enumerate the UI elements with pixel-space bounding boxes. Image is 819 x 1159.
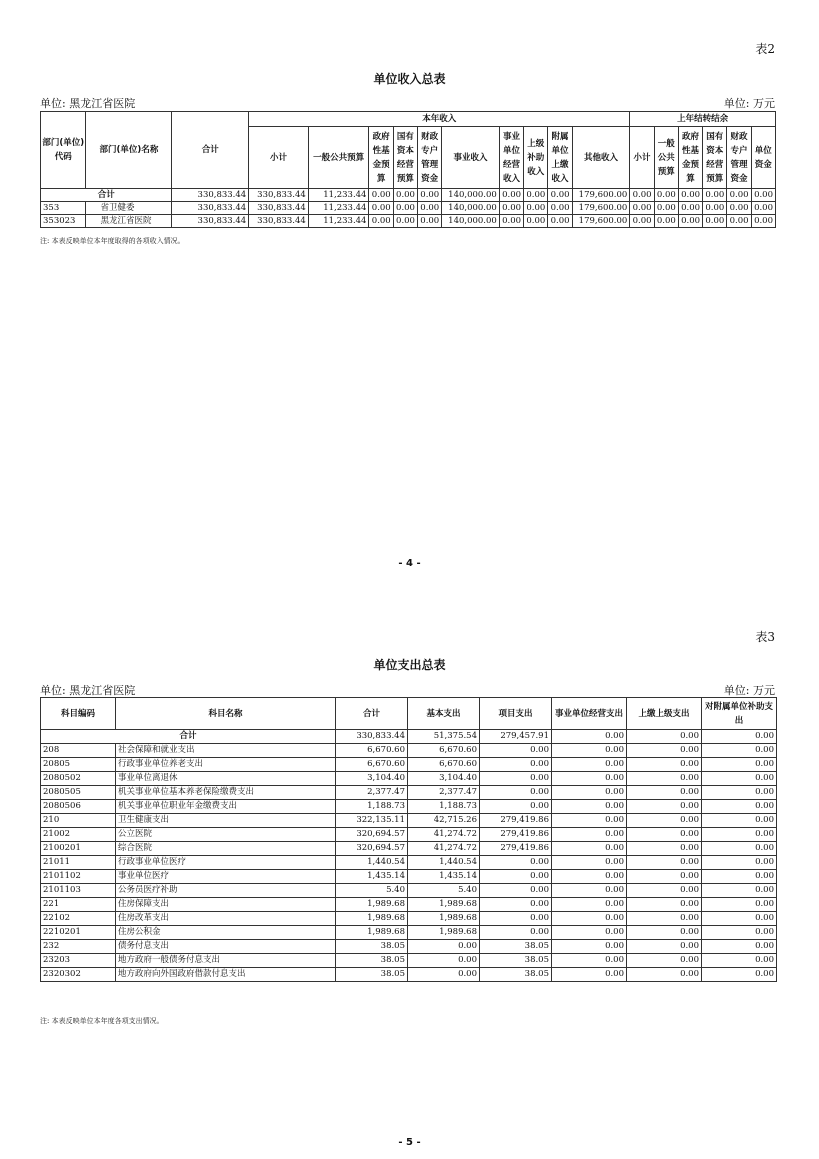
expenditure-value-cell: 1,989.68 — [336, 912, 408, 926]
expenditure-table-row — [41, 968, 777, 982]
income-table-title: 单位收入总表 — [373, 72, 446, 86]
income-value-cell: 140,000.00 — [442, 202, 500, 215]
expenditure-header-cell: 合计 — [336, 698, 408, 730]
expenditure-subject-name: 社会保障和就业支出 — [116, 744, 336, 758]
expenditure-value-cell: 322,135.11 — [336, 814, 408, 828]
expenditure-value-cell: 1,440.54 — [336, 856, 408, 870]
expenditure-value-cell: 0.00 — [702, 968, 777, 982]
page-number-5: - 5 - — [398, 1137, 421, 1148]
expenditure-table-row — [41, 926, 777, 940]
income-value-cell: 0.00 — [678, 215, 702, 228]
income-value-cell: 179,600.00 — [572, 202, 630, 215]
expenditure-value-cell: 279,419.86 — [480, 842, 552, 856]
expenditure-value-cell: 3,104.40 — [336, 772, 408, 786]
expenditure-header-row — [41, 698, 777, 730]
table-number-2: 表2 — [755, 42, 775, 56]
header-total: 合计 — [172, 112, 249, 189]
expenditure-table-row — [41, 870, 777, 884]
expenditure-table-row — [41, 940, 777, 954]
expenditure-value-cell: 38.05 — [336, 968, 408, 982]
income-value-cell: 0.00 — [751, 215, 775, 228]
header-business-op: 事业单位经营收入 — [499, 127, 523, 189]
header-gov-fund: 政府性基金预算 — [369, 127, 393, 189]
expenditure-value-cell: 0.00 — [480, 758, 552, 772]
expenditure-value-cell: 0.00 — [552, 912, 627, 926]
header-other-income: 其他收入 — [572, 127, 630, 189]
expenditure-subject-code: 23203 — [41, 954, 116, 968]
header-fiscal-special: 财政专户管理资金 — [417, 127, 441, 189]
income-value-cell: 0.00 — [369, 202, 393, 215]
header-prev-fiscal-special: 财政专户管理资金 — [727, 127, 751, 189]
income-value-cell: 0.00 — [548, 202, 572, 215]
income-table-row — [41, 215, 776, 228]
expenditure-value-cell: 330,833.44 — [336, 730, 408, 744]
expenditure-value-cell: 0.00 — [627, 968, 702, 982]
header-prev-general: 一般公共预算 — [654, 127, 678, 189]
income-value-cell: 0.00 — [524, 215, 548, 228]
expenditure-value-cell: 1,435.14 — [336, 870, 408, 884]
income-value-cell: 0.00 — [630, 215, 654, 228]
expenditure-subject-code: 2210201 — [41, 926, 116, 940]
expenditure-value-cell: 0.00 — [552, 800, 627, 814]
income-value-cell: 0.00 — [654, 189, 678, 202]
income-dept-name: 黑龙江省医院 — [86, 215, 172, 228]
page-number-4: - 4 - — [398, 558, 421, 569]
expenditure-subject-name: 住房改革支出 — [116, 912, 336, 926]
expenditure-value-cell: 0.00 — [627, 828, 702, 842]
income-value-cell: 0.00 — [499, 189, 523, 202]
income-table-note: 注: 本表反映单位本年度取得的各项收入情况。 — [40, 237, 185, 245]
header-state-capital: 国有资本经营预算 — [393, 127, 417, 189]
income-value-cell: 0.00 — [499, 215, 523, 228]
expenditure-subject-code: 2320302 — [41, 968, 116, 982]
expenditure-value-cell: 1,188.73 — [408, 800, 480, 814]
expenditure-table-note: 注: 本表反映单位本年度各项支出情况。 — [40, 1017, 164, 1025]
expenditure-value-cell: 0.00 — [702, 926, 777, 940]
expenditure-value-cell: 1,989.68 — [336, 898, 408, 912]
income-value-cell: 0.00 — [417, 215, 441, 228]
expenditure-subject-name: 住房保障支出 — [116, 898, 336, 912]
expenditure-value-cell: 0.00 — [408, 940, 480, 954]
header-superior-subsidy: 上级补助收入 — [524, 127, 548, 189]
income-summary-table — [40, 111, 776, 228]
income-value-cell: 0.00 — [727, 189, 751, 202]
income-dept-code: 353023 — [41, 215, 86, 228]
expenditure-value-cell: 0.00 — [552, 828, 627, 842]
expenditure-value-cell: 0.00 — [627, 926, 702, 940]
expenditure-subject-code: 2080506 — [41, 800, 116, 814]
income-value-cell: 330,833.44 — [172, 215, 249, 228]
income-value-cell: 330,833.44 — [172, 189, 249, 202]
expenditure-value-cell: 0.00 — [480, 800, 552, 814]
expenditure-table-row — [41, 814, 777, 828]
expenditure-value-cell: 5.40 — [408, 884, 480, 898]
header-dept-code: 部门(单位)代码 — [41, 112, 86, 189]
expenditure-header-cell: 对附属单位补助支出 — [702, 698, 777, 730]
expenditure-value-cell: 0.00 — [552, 814, 627, 828]
expenditure-table-row — [41, 884, 777, 898]
income-value-cell: 0.00 — [703, 215, 727, 228]
expenditure-value-cell: 0.00 — [627, 744, 702, 758]
income-value-cell: 0.00 — [630, 189, 654, 202]
expenditure-value-cell: 0.00 — [480, 772, 552, 786]
header-prev-subtotal: 小计 — [630, 127, 654, 189]
expenditure-subject-name: 公务员医疗补助 — [116, 884, 336, 898]
expenditure-unit-name: 单位: 黑龙江省医院 — [40, 684, 136, 697]
income-value-cell: 0.00 — [499, 202, 523, 215]
expenditure-value-cell: 0.00 — [627, 758, 702, 772]
expenditure-value-cell: 2,377.47 — [408, 786, 480, 800]
expenditure-value-cell: 0.00 — [702, 814, 777, 828]
expenditure-subject-code: 221 — [41, 898, 116, 912]
expenditure-value-cell: 0.00 — [702, 912, 777, 926]
header-dept-name: 部门(单位)名称 — [86, 112, 172, 189]
expenditure-value-cell: 0.00 — [480, 898, 552, 912]
expenditure-header-cell: 科目编码 — [41, 698, 116, 730]
expenditure-value-cell: 0.00 — [552, 954, 627, 968]
expenditure-subject-code: 2101102 — [41, 870, 116, 884]
expenditure-subject-code: 210 — [41, 814, 116, 828]
expenditure-subject-name: 行政事业单位医疗 — [116, 856, 336, 870]
income-dept-name: 省卫健委 — [86, 202, 172, 215]
income-dept-code: 353 — [41, 202, 86, 215]
income-value-cell: 330,833.44 — [249, 189, 309, 202]
expenditure-value-cell: 6,670.60 — [408, 744, 480, 758]
expenditure-value-cell: 0.00 — [702, 786, 777, 800]
expenditure-table-row — [41, 828, 777, 842]
expenditure-value-cell: 0.00 — [702, 870, 777, 884]
expenditure-subject-name: 公立医院 — [116, 828, 336, 842]
expenditure-value-cell: 6,670.60 — [408, 758, 480, 772]
expenditure-value-cell: 0.00 — [552, 744, 627, 758]
expenditure-subject-code: 21011 — [41, 856, 116, 870]
expenditure-value-cell: 0.00 — [552, 758, 627, 772]
expenditure-total-label: 合计 — [41, 730, 336, 744]
expenditure-value-cell: 0.00 — [702, 744, 777, 758]
expenditure-value-cell: 0.00 — [480, 744, 552, 758]
header-current-year-income: 本年收入 — [249, 112, 630, 127]
expenditure-value-cell: 0.00 — [702, 884, 777, 898]
income-value-cell: 0.00 — [654, 202, 678, 215]
income-table-row — [41, 189, 776, 202]
expenditure-value-cell: 0.00 — [627, 786, 702, 800]
expenditure-subject-code: 2100201 — [41, 842, 116, 856]
expenditure-value-cell: 1,989.68 — [336, 926, 408, 940]
expenditure-value-cell: 1,989.68 — [408, 912, 480, 926]
expenditure-value-cell: 0.00 — [552, 884, 627, 898]
expenditure-value-cell: 0.00 — [480, 870, 552, 884]
expenditure-value-cell: 0.00 — [702, 828, 777, 842]
expenditure-subject-name: 事业单位离退休 — [116, 772, 336, 786]
expenditure-table-row — [41, 730, 777, 744]
income-value-cell: 0.00 — [369, 189, 393, 202]
income-value-cell: 0.00 — [678, 189, 702, 202]
expenditure-value-cell: 0.00 — [627, 842, 702, 856]
expenditure-subject-name: 卫生健康支出 — [116, 814, 336, 828]
expenditure-value-cell: 279,419.86 — [480, 828, 552, 842]
expenditure-value-cell: 0.00 — [702, 800, 777, 814]
header-prev-gov-fund: 政府性基金预算 — [678, 127, 702, 189]
expenditure-subject-code: 232 — [41, 940, 116, 954]
expenditure-value-cell: 0.00 — [480, 856, 552, 870]
income-value-cell: 0.00 — [393, 215, 417, 228]
income-value-cell: 0.00 — [417, 202, 441, 215]
expenditure-value-cell: 38.05 — [480, 940, 552, 954]
expenditure-subject-code: 20805 — [41, 758, 116, 772]
income-value-cell: 140,000.00 — [442, 189, 500, 202]
income-currency-unit: 单位: 万元 — [723, 97, 775, 110]
expenditure-value-cell: 0.00 — [480, 786, 552, 800]
expenditure-value-cell: 0.00 — [702, 842, 777, 856]
income-value-cell: 11,233.44 — [308, 202, 369, 215]
expenditure-header-cell: 基本支出 — [408, 698, 480, 730]
header-unit-fund: 单位资金 — [751, 127, 775, 189]
expenditure-value-cell: 0.00 — [552, 786, 627, 800]
income-value-cell: 179,600.00 — [572, 215, 630, 228]
expenditure-subject-name: 行政事业单位养老支出 — [116, 758, 336, 772]
expenditure-subject-code: 21002 — [41, 828, 116, 842]
income-value-cell: 0.00 — [524, 202, 548, 215]
income-header-row-1 — [41, 112, 776, 127]
expenditure-value-cell: 6,670.60 — [336, 744, 408, 758]
expenditure-value-cell: 0.00 — [552, 842, 627, 856]
expenditure-value-cell: 38.05 — [336, 940, 408, 954]
expenditure-value-cell: 5.40 — [336, 884, 408, 898]
income-unit-name: 单位: 黑龙江省医院 — [40, 97, 136, 110]
expenditure-value-cell: 0.00 — [627, 730, 702, 744]
expenditure-value-cell: 0.00 — [552, 856, 627, 870]
header-general-budget: 一般公共预算 — [308, 127, 369, 189]
expenditure-value-cell: 0.00 — [627, 870, 702, 884]
expenditure-value-cell: 0.00 — [408, 954, 480, 968]
income-value-cell: 0.00 — [393, 202, 417, 215]
expenditure-table-row — [41, 800, 777, 814]
expenditure-subject-code: 208 — [41, 744, 116, 758]
income-value-cell: 0.00 — [630, 202, 654, 215]
income-value-cell: 0.00 — [727, 215, 751, 228]
income-value-cell: 0.00 — [524, 189, 548, 202]
expenditure-value-cell: 0.00 — [552, 898, 627, 912]
expenditure-table-row — [41, 786, 777, 800]
expenditure-value-cell: 1,989.68 — [408, 926, 480, 940]
expenditure-value-cell: 38.05 — [480, 954, 552, 968]
expenditure-value-cell: 6,670.60 — [336, 758, 408, 772]
expenditure-subject-name: 地方政府一般债务付息支出 — [116, 954, 336, 968]
income-value-cell: 0.00 — [678, 202, 702, 215]
expenditure-value-cell: 0.00 — [627, 884, 702, 898]
expenditure-value-cell: 0.00 — [702, 954, 777, 968]
income-table-row — [41, 202, 776, 215]
expenditure-table-row — [41, 744, 777, 758]
expenditure-value-cell: 38.05 — [336, 954, 408, 968]
expenditure-table-title: 单位支出总表 — [373, 658, 446, 672]
expenditure-value-cell: 0.00 — [480, 884, 552, 898]
income-value-cell: 0.00 — [751, 202, 775, 215]
header-subtotal: 小计 — [249, 127, 309, 189]
expenditure-value-cell: 1,989.68 — [408, 898, 480, 912]
expenditure-value-cell: 0.00 — [552, 730, 627, 744]
expenditure-value-cell: 0.00 — [702, 730, 777, 744]
income-value-cell: 330,833.44 — [249, 202, 309, 215]
expenditure-table-row — [41, 898, 777, 912]
header-business-income: 事业收入 — [442, 127, 500, 189]
expenditure-value-cell: 0.00 — [702, 856, 777, 870]
expenditure-value-cell: 51,375.54 — [408, 730, 480, 744]
expenditure-subject-name: 地方政府向外国政府借款付息支出 — [116, 968, 336, 982]
income-value-cell: 0.00 — [548, 189, 572, 202]
expenditure-value-cell: 0.00 — [408, 968, 480, 982]
expenditure-value-cell: 41,274.72 — [408, 828, 480, 842]
expenditure-summary-table — [40, 697, 777, 982]
income-value-cell: 330,833.44 — [249, 215, 309, 228]
expenditure-value-cell: 41,274.72 — [408, 842, 480, 856]
income-value-cell: 140,000.00 — [442, 215, 500, 228]
expenditure-header-cell: 项目支出 — [480, 698, 552, 730]
expenditure-value-cell: 3,104.40 — [408, 772, 480, 786]
expenditure-value-cell: 0.00 — [702, 940, 777, 954]
expenditure-header-cell: 上缴上级支出 — [627, 698, 702, 730]
header-affiliated: 附属单位上缴收入 — [548, 127, 572, 189]
expenditure-value-cell: 0.00 — [627, 954, 702, 968]
income-value-cell: 0.00 — [548, 215, 572, 228]
income-value-cell: 0.00 — [751, 189, 775, 202]
expenditure-table-row — [41, 758, 777, 772]
expenditure-subject-name: 债务付息支出 — [116, 940, 336, 954]
expenditure-subject-code: 22102 — [41, 912, 116, 926]
income-value-cell: 0.00 — [393, 189, 417, 202]
income-value-cell: 0.00 — [703, 202, 727, 215]
expenditure-value-cell: 0.00 — [552, 940, 627, 954]
expenditure-value-cell: 0.00 — [627, 898, 702, 912]
expenditure-value-cell: 279,419.86 — [480, 814, 552, 828]
expenditure-value-cell: 1,435.14 — [408, 870, 480, 884]
expenditure-value-cell: 38.05 — [480, 968, 552, 982]
expenditure-subject-code: 2080505 — [41, 786, 116, 800]
header-prev-year-carryover: 上年结转结余 — [630, 112, 776, 127]
income-value-cell: 11,233.44 — [308, 215, 369, 228]
income-value-cell: 0.00 — [654, 215, 678, 228]
expenditure-value-cell: 1,440.54 — [408, 856, 480, 870]
expenditure-value-cell: 320,694.57 — [336, 842, 408, 856]
expenditure-value-cell: 0.00 — [627, 814, 702, 828]
expenditure-value-cell: 0.00 — [702, 758, 777, 772]
expenditure-value-cell: 0.00 — [480, 926, 552, 940]
expenditure-subject-code: 2080502 — [41, 772, 116, 786]
expenditure-table-row — [41, 772, 777, 786]
expenditure-table-row — [41, 954, 777, 968]
expenditure-value-cell: 279,457.91 — [480, 730, 552, 744]
expenditure-value-cell: 0.00 — [552, 926, 627, 940]
expenditure-subject-name: 事业单位医疗 — [116, 870, 336, 884]
expenditure-value-cell: 0.00 — [627, 772, 702, 786]
expenditure-currency-unit: 单位: 万元 — [723, 684, 775, 697]
expenditure-value-cell: 0.00 — [480, 912, 552, 926]
expenditure-value-cell: 0.00 — [627, 856, 702, 870]
table-number-3: 表3 — [755, 630, 775, 644]
expenditure-table-row — [41, 842, 777, 856]
expenditure-value-cell: 0.00 — [627, 912, 702, 926]
expenditure-table-row — [41, 912, 777, 926]
expenditure-table-row — [41, 856, 777, 870]
expenditure-subject-name: 住房公积金 — [116, 926, 336, 940]
income-value-cell: 0.00 — [703, 189, 727, 202]
expenditure-value-cell: 320,694.57 — [336, 828, 408, 842]
income-value-cell: 0.00 — [727, 202, 751, 215]
expenditure-value-cell: 2,377.47 — [336, 786, 408, 800]
expenditure-value-cell: 0.00 — [627, 800, 702, 814]
expenditure-subject-name: 机关事业单位基本养老保险缴费支出 — [116, 786, 336, 800]
expenditure-subject-name: 综合医院 — [116, 842, 336, 856]
income-value-cell: 179,600.00 — [572, 189, 630, 202]
expenditure-subject-code: 2101103 — [41, 884, 116, 898]
expenditure-header-cell: 科目名称 — [116, 698, 336, 730]
income-value-cell: 0.00 — [369, 215, 393, 228]
expenditure-value-cell: 1,188.73 — [336, 800, 408, 814]
expenditure-value-cell: 0.00 — [552, 968, 627, 982]
income-value-cell: 330,833.44 — [172, 202, 249, 215]
income-total-label: 合计 — [41, 189, 172, 202]
expenditure-subject-name: 机关事业单位职业年金缴费支出 — [116, 800, 336, 814]
expenditure-value-cell: 42,715.26 — [408, 814, 480, 828]
expenditure-header-cell: 事业单位经营支出 — [552, 698, 627, 730]
expenditure-value-cell: 0.00 — [552, 870, 627, 884]
expenditure-value-cell: 0.00 — [552, 772, 627, 786]
income-value-cell: 0.00 — [417, 189, 441, 202]
expenditure-value-cell: 0.00 — [702, 898, 777, 912]
expenditure-value-cell: 0.00 — [627, 940, 702, 954]
income-value-cell: 11,233.44 — [308, 189, 369, 202]
expenditure-value-cell: 0.00 — [702, 772, 777, 786]
header-prev-state-capital: 国有资本经营预算 — [703, 127, 727, 189]
